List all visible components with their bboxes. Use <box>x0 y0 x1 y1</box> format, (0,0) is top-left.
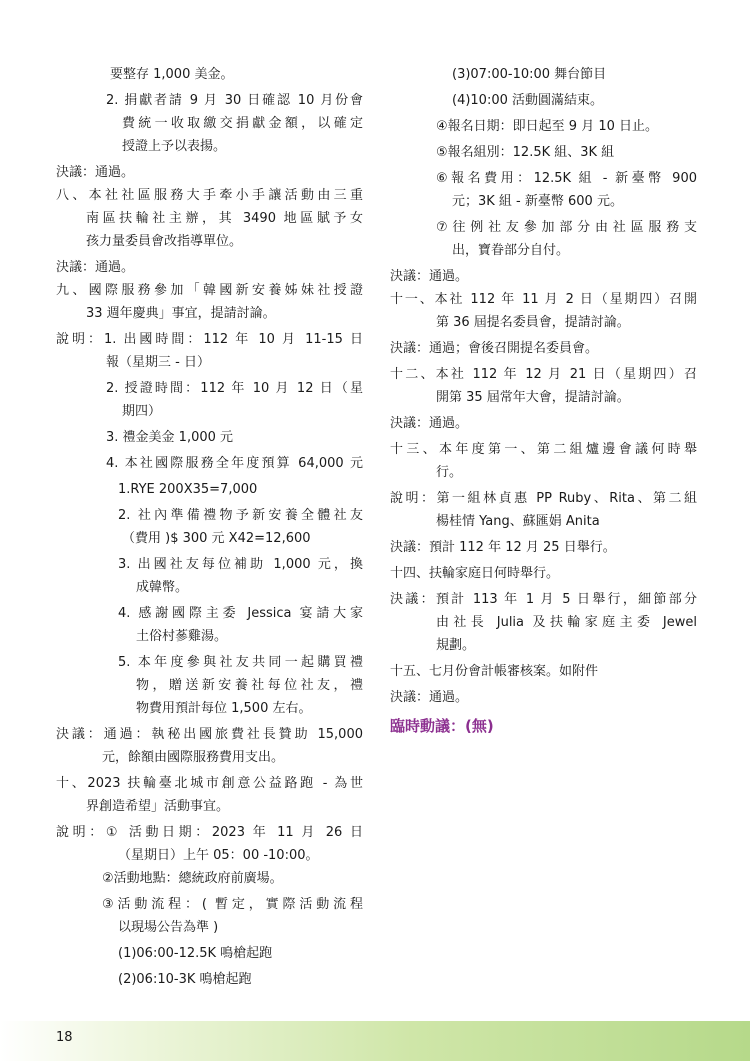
left-text-line: ②活動地點：總統政府前廣場。 <box>102 871 283 886</box>
footer-gradient-band <box>0 1021 750 1061</box>
right-text-line: 十四、扶輪家庭日何時舉行。 <box>390 566 560 581</box>
right-text-line: 出，寶眷部分自付。 <box>452 243 570 258</box>
left-text-line: 說明：① 活動日期：2023 年 11 月 26 日 <box>56 825 363 840</box>
left-text-line: 費統一收取繳交捐獻金額，以確定 <box>122 116 363 131</box>
right-text-line: 十二、本社 112 年 12 月 21 日（星期四）召 <box>390 367 697 382</box>
right-text-line: 決議：預計 113 年 1 月 5 日舉行，細節部分 <box>390 592 697 607</box>
right-text-line: ⑦往例社友參加部分由社區服務支 <box>436 220 697 235</box>
left-text-line: 期四） <box>122 404 162 419</box>
left-text-line: 4. 本社國際服務全年度預算 64,000 元 <box>106 456 363 471</box>
left-text-line: (1)06:00-12.5K 鳴槍起跑 <box>118 946 273 961</box>
page-number: 18 <box>56 1030 73 1045</box>
left-text-line: （費用 )$ 300 元 X42=12,600 <box>122 531 311 546</box>
left-text-line: 授證上予以表揚。 <box>122 139 227 154</box>
right-text-line: 決議：通過；會後召開提名委員會。 <box>390 341 599 356</box>
left-text-line: 決議：通過。 <box>56 165 135 180</box>
left-text-line: 界創造希望」活動事宜。 <box>86 799 230 814</box>
left-text-line: 5. 本年度參與社友共同一起購買禮 <box>118 655 363 670</box>
left-text-line: 孩力量委員會改指導單位。 <box>86 234 243 249</box>
right-text-line: 行。 <box>436 465 463 480</box>
left-text-line: 南區扶輪社主辦，其 3490 地區賦予女 <box>86 211 363 226</box>
left-text-line: 要整存 1,000 美金。 <box>110 67 234 82</box>
left-text-line: 決議：通過：執秘出國旅費社長贊助 15,000 <box>56 727 363 742</box>
right-text-line: ⑥報名費用：12.5K 組 - 新臺幣 900 <box>436 171 697 186</box>
left-text-line: 八、本社社區服務大手牽小手讓活動由三重 <box>56 188 363 203</box>
left-text-line: ③活動流程：( 暫定，實際活動流程 <box>102 897 363 912</box>
left-text-line: 元，餘額由國際服務費用支出。 <box>102 750 285 765</box>
left-text-line: 2. 授證時間：112 年 10 月 12 日（星 <box>106 381 363 396</box>
left-text-line: 3. 出國社友每位補助 1,000 元，換 <box>118 557 363 572</box>
left-text-line: （星期日）上午 05：00 -10:00。 <box>118 848 319 863</box>
left-text-line: 九、國際服務參加「韓國新安養姊妹社授證 <box>56 283 363 298</box>
right-text-line: 決議：通過。 <box>390 690 469 705</box>
right-text-line: 十一、本社 112 年 11 月 2 日（星期四）召開 <box>390 292 697 307</box>
left-text-line: 成韓幣。 <box>136 580 189 595</box>
right-text-line: 規劃。 <box>436 638 476 653</box>
left-text-line: 決議：通過。 <box>56 260 135 275</box>
right-text-line: 決議：預計 112 年 12 月 25 日舉行。 <box>390 540 616 555</box>
extempore-motion-heading: 臨時動議：(無) <box>390 717 494 735</box>
right-text-line: 十三、本年度第一、第二組爐邊會議何時舉 <box>390 442 697 457</box>
right-text-line: (4)10:00 活動圓滿結束。 <box>452 93 604 108</box>
left-text-line: 2. 社內準備禮物予新安養全體社友 <box>118 508 363 523</box>
left-text-line: 以現場公告為準 ) <box>118 920 219 935</box>
right-text-line: 由社長 Julia 及扶輪家庭主委 Jewel <box>436 615 697 630</box>
left-text-line: 4. 感謝國際主委 Jessica 宴請大家 <box>118 606 363 621</box>
left-text-line: 1.RYE 200X35=7,000 <box>118 482 258 497</box>
right-text-line: (3)07:00-10:00 舞台節目 <box>452 67 607 82</box>
left-text-line: 物費用預計每位 1,500 左右。 <box>136 701 312 716</box>
left-text-line: 說明：1. 出國時間：112 年 10 月 11-15 日 <box>56 332 363 347</box>
right-text-line: 決議：通過。 <box>390 416 469 431</box>
left-text-line: 十、2023 扶輪臺北城市創意公益路跑 - 為世 <box>56 776 363 791</box>
right-text-line: 開第 35 屆常年大會，提請討論。 <box>436 390 630 405</box>
right-text-line: 元；3K 組 - 新臺幣 600 元。 <box>452 194 623 209</box>
left-text-line: 2. 捐獻者請 9 月 30 日確認 10 月份會 <box>106 93 363 108</box>
left-text-line: (2)06:10-3K 鳴槍起跑 <box>118 972 252 987</box>
right-text-line: 決議：通過。 <box>390 269 469 284</box>
left-text-line: 物，贈送新安養社每位社友，禮 <box>136 678 363 693</box>
right-text-line: ⑤報名組別：12.5K 組、3K 組 <box>436 145 615 160</box>
left-text-line: 土俗村蔘雞湯。 <box>136 629 228 644</box>
right-text-line: 第 36 屆提名委員會，提請討論。 <box>436 315 630 330</box>
right-text-line: 楊桂情 Yang、蘇匯娟 Anita <box>436 514 600 529</box>
left-text-line: 報（星期三 - 日） <box>106 355 210 370</box>
left-text-line: 3. 禮金美金 1,000 元 <box>106 430 234 445</box>
right-text-line: 十五、七月份會計帳審核案。如附件 <box>390 664 599 679</box>
left-text-line: 33 週年慶典」事宜，提請討論。 <box>86 306 276 321</box>
right-text-line: ④報名日期：即日起至 9 月 10 日止。 <box>436 119 658 134</box>
right-text-line: 說明：第一組林貞惠 PP Ruby、Rita、第二組 <box>390 491 697 506</box>
